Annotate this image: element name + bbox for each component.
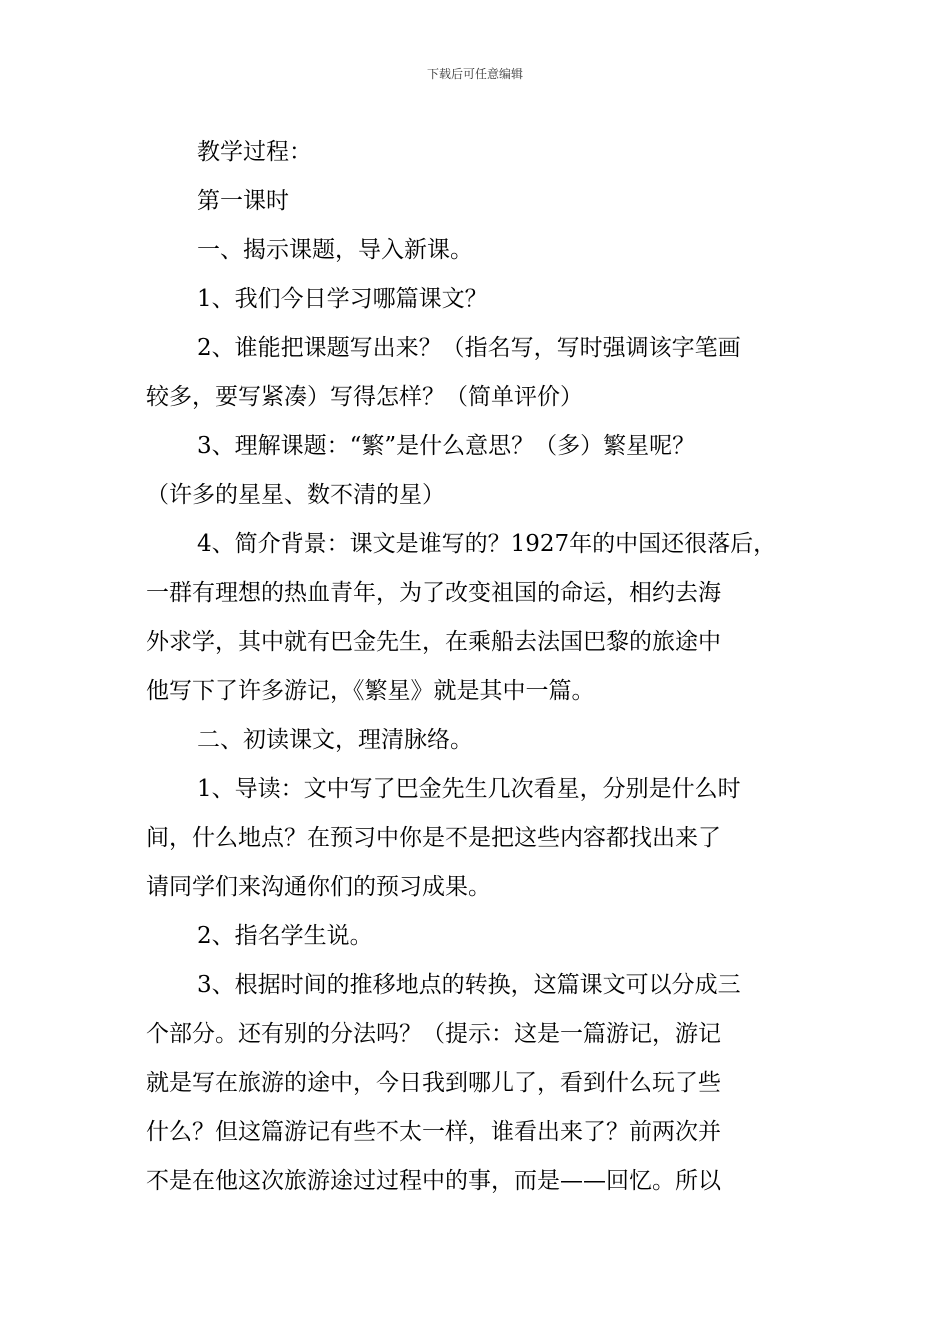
text-line: 较多，要写紧凑）写得怎样？（简单评价） (146, 384, 583, 410)
text-line: 间，什么地点？在预习中你是不是把这些内容都找出来了 (146, 825, 721, 851)
text-line: 1、我们今日学习哪篇课文？ (197, 286, 488, 312)
text-line: （许多的星星、数不清的星） (146, 482, 445, 508)
text-line: 就是写在旅游的途中，今日我到哪儿了，看到什么玩了些 (146, 1070, 721, 1096)
text-line: 个部分。还有别的分法吗？（提示：这是一篇游记，游记 (146, 1021, 721, 1047)
text-line: 一群有理想的热血青年，为了改变祖国的命运，相约去海 (146, 580, 721, 606)
text-line: 他写下了许多游记，《繁星》就是其中一篇。 (146, 678, 595, 704)
text-line: 什么？但这篇游记有些不太一样，谁看出来了？前两次并 (146, 1119, 721, 1145)
text-line: 3、根据时间的推移地点的转换，这篇课文可以分成三 (197, 972, 741, 998)
text-line: 外求学，其中就有巴金先生，在乘船去法国巴黎的旅途中 (146, 629, 721, 655)
text-line: 一、揭示课题，导入新课。 (197, 237, 473, 263)
text-line: 教学过程： (197, 139, 312, 165)
page-header: 下载后可任意编辑 (426, 67, 523, 81)
text-line: 2、谁能把课题写出来？（指名写，写时强调该字笔画 (197, 335, 741, 361)
text-line: 2、指名学生说。 (197, 923, 373, 949)
document-body (146, 128, 816, 1206)
text-line: 1、导读：文中写了巴金先生几次看星，分别是什么时 (197, 776, 741, 802)
text-line: 第一课时 (197, 188, 289, 214)
text-line: 3、理解课题：“繁”是什么意思？（多）繁星呢？ (197, 433, 696, 459)
text-line: 二、初读课文，理清脉络。 (197, 727, 473, 753)
text-line: 不是在他这次旅游途过过程中的事，而是——回忆。所以 (146, 1168, 721, 1194)
text-line: 4、简介背景：课文是谁写的？1927年的中国还很落后， (197, 531, 777, 557)
text-line: 请同学们来沟通你们的预习成果。 (146, 874, 491, 900)
